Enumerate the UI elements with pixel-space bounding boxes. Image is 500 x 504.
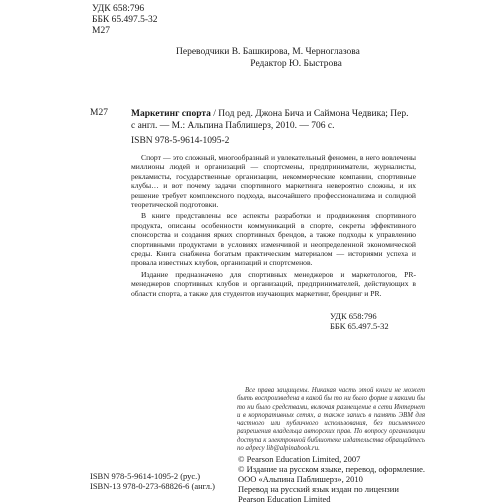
- translators-line: Переводчики В. Башкирова, М. Черноглазова: [176, 47, 360, 57]
- catalog-details: / Под ред. Джона Бича и Саймона Чедвика; Пер. с англ. — М.: Альпина Паблишерз, 2010. — 706 с.: [131, 109, 409, 131]
- udk-bottom-line: УДК 658:796: [330, 311, 377, 321]
- author-mark: М27: [90, 108, 108, 118]
- annotation-paragraph: В книге представлены все аспекты разработки и продвижения спортивного продукта, описаны особенности коммуникаций в спорте, секреты эффективного спонсорства и создания ярких спортивных брендов, а также подходы к управлению спортивными продуктами в условиях изменчивой и неопределенной экономической среды. Книга снабжена богатым практическим материалом — историями успеха и провала известных клубов, организаций и спортсменов.: [131, 211, 416, 268]
- copyright-owners: [238, 454, 425, 504]
- udk-top: [92, 4, 158, 37]
- license-line: Перевод на русский язык издан по лицензии: [238, 484, 399, 494]
- bbk-top-line: ББК 65.497.5-32: [92, 15, 158, 25]
- isbn-english: ISBN-13 978-0-273-68826-6 (англ.): [90, 481, 215, 491]
- copyright-line: © Pearson Education Limited, 2007: [238, 454, 361, 464]
- copyright-note-text: Все права защищены. Никакая часть этой книги не может быть воспроизведена в какой бы то ни было форме и какими бы то ни было средствами, включая размещение в сети Интернет и в корпоративных сетях, а также запись в память ЭВМ для частного или публичного использования, без письменного разрешения владельца авторских прав. По вопросу организации доступа к электронной библиотеке издательства обращайтесь по адресу lib@alpinabook.ru.: [237, 387, 425, 453]
- catalog-entry: [131, 108, 411, 132]
- annotation-paragraph: Спорт — это сложный, многообразный и увлекательный феномен, в него вовлечены миллионы людей и организаций — спортсмены, предприниматели, журналисты, рекламисты, государственные организации, некоммерческие компании, спортивные клубы… и вот почему задачи спортивного маркетинга невероятно сложны, и их решение требует комплексного подхода, высочайшего профессионализма и солидной теоретической подготовки.: [131, 153, 416, 210]
- credits: [176, 46, 360, 70]
- license-line: Pearson Education Limited: [238, 494, 331, 504]
- copyright-line: © Издание на русском языке, перевод, оформление.: [238, 464, 426, 474]
- isbn-russian: ISBN 978-5-9614-1095-2 (рус.): [90, 471, 201, 481]
- book-title: Маркетинг спорта: [131, 109, 211, 119]
- author-sign-top: М27: [92, 26, 110, 36]
- bbk-bottom-line: ББК 65.497.5-32: [330, 321, 389, 331]
- editor-line: Редактор Ю. Быстрова: [250, 59, 342, 69]
- isbn-list: [90, 471, 215, 491]
- udk-bottom: [330, 311, 389, 331]
- copyright-line: ООО «Альпина Паблишерз», 2010: [238, 474, 363, 484]
- annotation-paragraph: Издание предназначено для спортивных менеджеров и маркетологов, PR-менеджеров спортивных клубов и организаций, предпринимателей, действующих в области спорта, а также для студентов изучающих маркетинг, брендинг и PR.: [131, 269, 416, 298]
- isbn-main: ISBN 978-5-9614-1095-2: [131, 136, 230, 146]
- copyright-note: [237, 387, 425, 453]
- udk-top-line: УДК 658:796: [92, 4, 145, 14]
- annotation: [131, 153, 416, 300]
